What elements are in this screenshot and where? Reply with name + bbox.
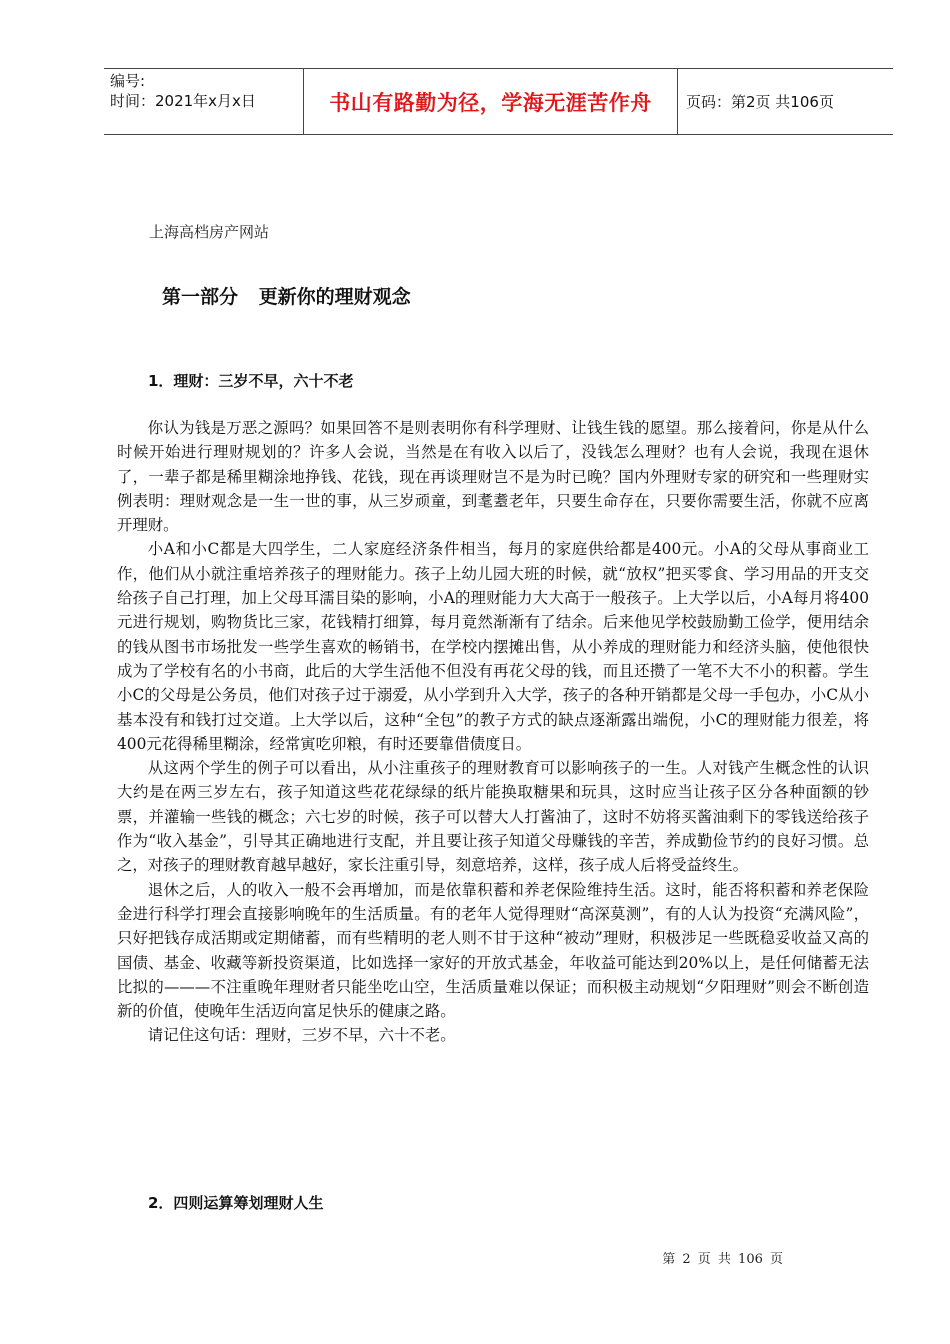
paragraph: 小A和小C都是大四学生，二人家庭经济条件相当，每月的家庭供给都是400元。小A的父母从事商业工作，他们从小就注重培养孩子的理财能力。孩子上幼儿园大班的时候，就“放权”把买零食、学习用品的开支交给孩子自己打理，加上父母耳濡目染的影响，小A的理财能力大大高于一般孩子。上大学以后，小A每月将400元进行规划，购物货比三家，花钱精打细算，每月竟然渐渐有了结余。后来他见学校鼓励勤工俭学，便用结余的钱从图书市场批发一些学生喜欢的畅销书，在学校内摆摊出售，从小养成的理财能力和经济头脑，使他很快成为了学校有名的小书商，此后的大学生活他不但没有再花父母的钱，而且还攒了一笔不大不小的积蓄。学生小C的父母是公务员，他们对孩子过于溺爱，从小学到升入大学，孩子的各种开销都是父母一手包办，小C从小基本没有和钱打过交道。上大学以后，这种“全包”的教子方式的缺点逐渐露出端倪，小C的理财能力很差，将400元花得稀里糊涂，经常寅吃卯粮，有时还要靠借债度日。 [117, 540, 869, 753]
section-2-heading: 2．四则运算筹划理财人生 [148, 1194, 324, 1212]
header-number-label: 编号: [110, 72, 146, 90]
header-time-label: 时间：2021年x月x日 [110, 92, 256, 110]
section-1-heading: 1．理财：三岁不早，六十不老 [148, 372, 354, 390]
paragraph: 退休之后，人的收入一般不会再增加，而是依靠积蓄和养老保险维持生活。这时，能否将积蓄和养老保险金进行科学打理会直接影响晚年的生活质量。有的老年人觉得理财“高深莫测”，有的人认为投资“充满风险”，只好把钱存成活期或定期储蓄，而有些精明的老人则不甘于这种“被动”理财，积极涉足一些既稳妥收益又高的国债、基金、收藏等新投资渠道，比如选择一家好的开放式基金，年收益可能达到20%以上，是任何储蓄无法比拟的———不注重晚年理财者只能坐吃山空，生活质量难以保证；而积极主动规划“夕阳理财”则会不断创造新的价值，使晚年生活迈向富足快乐的健康之路。 [117, 880, 869, 1021]
header-motto: 书山有路勤为径，学海无涯苦作舟 [304, 69, 678, 134]
page-footer: 第 2 页 共 106 页 [662, 1252, 783, 1267]
page-header [104, 68, 893, 135]
part-title: 第一部分 更新你的理财观念 [162, 286, 411, 308]
header-meta [104, 69, 304, 134]
section-1-body [117, 416, 869, 1048]
header-page-info: 页码：第2页 共106页 [686, 93, 834, 111]
site-name: 上海高档房产网站 [149, 223, 270, 241]
paragraph: 请记住这句话：理财，三岁不早，六十不老。 [147, 1026, 456, 1045]
paragraph: 从这两个学生的例子可以看出，从小注重孩子的理财教育可以影响孩子的一生。人对钱产生概念性的认识大约是在两三岁左右，孩子知道这些花花绿绿的纸片能换取糖果和玩具，这时应当让孩子区分各种面额的钞票，并灌输一些钱的概念；六七岁的时候，孩子可以替大人打酱油了，这时不妨将买酱油剩下的零钱送给孩子作为“收入基金”，引导其正确地进行支配，并且要让孩子知道父母赚钱的辛苦，养成勤俭节约的良好习惯。总之，对孩子的理财教育越早越好，家长注重引导，刻意培养，这样，孩子成人后将受益终生。 [117, 759, 869, 875]
paragraph: 你认为钱是万恶之源吗？如果回答不是则表明你有科学理财、让钱生钱的愿望。那么接着问，你是从什么时候开始进行理财规划的？许多人会说，当然是在有收入以后了，没钱怎么理财？也有人会说，我现在退休了，一辈子都是稀里糊涂地挣钱、花钱，现在再谈理财岂不是为时已晚？国内外理财专家的研究和一些理财实例表明：理财观念是一生一世的事，从三岁顽童，到耄耋老年，只要生命存在，只要你需要生活，你就不应离开理财。 [117, 419, 869, 535]
